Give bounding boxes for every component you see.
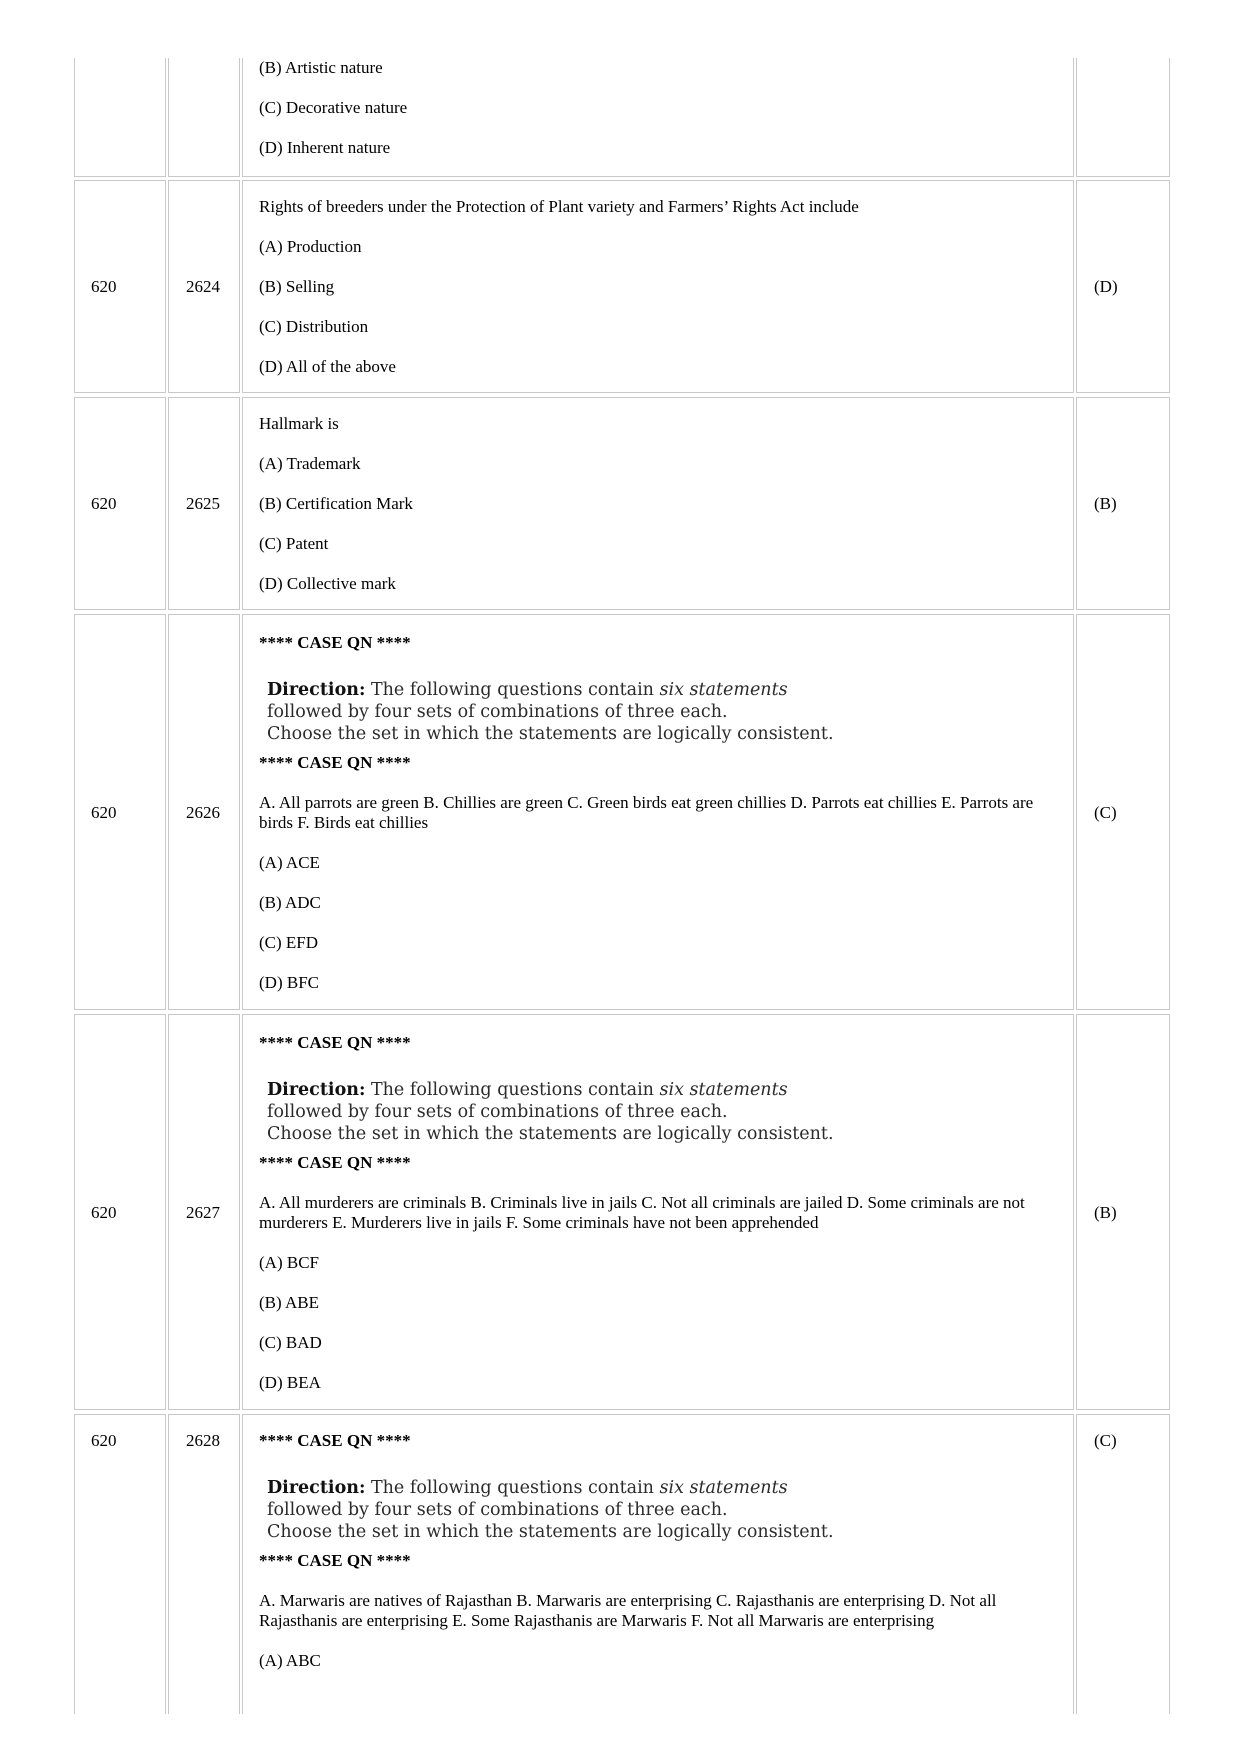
- case-footer: **** CASE QN ****: [259, 1153, 411, 1172]
- qno-cell: [74, 58, 166, 177]
- option-a: (A) Trademark: [259, 454, 361, 473]
- option-a: (A) Production: [259, 237, 362, 256]
- case-footer: **** CASE QN ****: [259, 1551, 411, 1570]
- direction-line-1-text: The following questions contain: [365, 1478, 660, 1498]
- case-header: **** CASE QN ****: [259, 1033, 411, 1052]
- direction-line-2: followed by four sets of combinations of three each.: [267, 1102, 728, 1122]
- question-text: Rights of breeders under the Protection of Plant variety and Farmers’ Rights Act include: [259, 197, 859, 216]
- option-d: (D) BEA: [259, 1373, 321, 1392]
- direction-line-2: followed by four sets of combinations of three each.: [267, 702, 728, 722]
- statement-text: A. All parrots are green B. Chillies are green C. Green birds eat green chillies D. Parrots eat chillies E. Parrots are birds F. Birds eat chillies: [259, 793, 1034, 832]
- answer-cell: [1076, 397, 1170, 610]
- case-footer: **** CASE QN ****: [259, 753, 411, 772]
- option-b: (B) ABE: [259, 1293, 319, 1312]
- option-c: (C) Patent: [259, 534, 329, 553]
- option-b: (B) Certification Mark: [259, 494, 413, 513]
- answer-text: (B): [1094, 494, 1117, 513]
- qid-cell: [168, 1014, 240, 1410]
- direction-line-1: [267, 679, 788, 702]
- direction-emphasis: six statements: [659, 1478, 788, 1498]
- option-b: (B) Selling: [259, 277, 335, 296]
- direction-label: Direction:: [267, 680, 366, 700]
- statement-text: A. Marwaris are natives of Rajasthan B. Marwaris are enterprising C. Rajasthanis are enterprising D. Not all Rajasthanis are enterprising E. Some Rajasthanis are Marwaris F. Not all Marwaris are enterprising: [259, 1591, 997, 1630]
- question-number: 620: [91, 494, 117, 513]
- case-header: **** CASE QN ****: [259, 1431, 411, 1450]
- question-id: 2627: [186, 1203, 220, 1222]
- direction-line-1-text: The following questions contain: [365, 680, 660, 700]
- option-a: (A) BCF: [259, 1253, 319, 1272]
- answer-text: (D): [1094, 277, 1118, 296]
- direction-line-3: Choose the set in which the statements are logically consistent.: [267, 1522, 834, 1542]
- direction-line-3: Choose the set in which the statements are logically consistent.: [267, 1124, 834, 1144]
- question-id: 2626: [186, 803, 220, 822]
- direction-label: Direction:: [267, 1080, 366, 1100]
- direction-line-2: followed by four sets of combinations of three each.: [267, 1500, 728, 1520]
- qno-cell: [74, 1414, 166, 1714]
- option-c: (C) EFD: [259, 933, 319, 952]
- direction-line-3: Choose the set in which the statements are logically consistent.: [267, 724, 834, 744]
- answer-cell: [1076, 614, 1170, 1010]
- question-number: 620: [91, 803, 117, 822]
- answer-cell: [1076, 1014, 1170, 1410]
- question-id: 2628: [186, 1431, 220, 1450]
- qno-cell: [74, 1014, 166, 1410]
- question-number: 620: [91, 277, 117, 296]
- option-d: (D) Inherent nature: [259, 138, 391, 157]
- qid-cell: [168, 58, 240, 177]
- statement-text: A. All murderers are criminals B. Criminals live in jails C. Not all criminals are jailed D. Some criminals are not murderers E. Murderers live in jails F. Some criminals have not been apprehended: [259, 1193, 1025, 1232]
- case-header: **** CASE QN ****: [259, 633, 411, 652]
- answer-cell: [1076, 180, 1170, 393]
- qid-cell: [168, 180, 240, 393]
- question-cell: [242, 1014, 1074, 1410]
- direction-emphasis: six statements: [659, 680, 788, 700]
- direction-emphasis: six statements: [659, 1080, 788, 1100]
- question-id: 2624: [186, 277, 220, 296]
- question-number: 620: [91, 1203, 117, 1222]
- answer-cell: [1076, 1414, 1170, 1714]
- answer-cell: [1076, 58, 1170, 177]
- direction-label: Direction:: [267, 1478, 366, 1498]
- question-text: Hallmark is: [259, 414, 339, 433]
- direction-line-1: [267, 1079, 788, 1102]
- direction-line-1-text: The following questions contain: [365, 1080, 660, 1100]
- option-a: (A) ABC: [259, 1651, 321, 1670]
- question-cell: [242, 58, 1074, 177]
- question-number: 620: [91, 1431, 117, 1450]
- option-b: (B) Artistic nature: [259, 58, 383, 77]
- option-c: (C) Distribution: [259, 317, 369, 336]
- question-cell: [242, 397, 1074, 610]
- question-cell: [242, 1414, 1074, 1714]
- qid-cell: [168, 397, 240, 610]
- qid-cell: [168, 614, 240, 1010]
- option-c: (C) BAD: [259, 1333, 322, 1352]
- question-cell: [242, 614, 1074, 1010]
- option-b: (B) ADC: [259, 893, 321, 912]
- option-d: (D) Collective mark: [259, 574, 396, 593]
- answer-text: (C): [1094, 1431, 1117, 1450]
- answer-text: (C): [1094, 803, 1117, 822]
- answer-text: (B): [1094, 1203, 1117, 1222]
- option-d: (D) All of the above: [259, 357, 396, 376]
- question-cell: [242, 180, 1074, 393]
- option-d: (D) BFC: [259, 973, 319, 992]
- qid-cell: [168, 1414, 240, 1714]
- question-id: 2625: [186, 494, 220, 513]
- qno-cell: [74, 397, 166, 610]
- option-a: (A) ACE: [259, 853, 320, 872]
- qno-cell: [74, 614, 166, 1010]
- direction-line-1: [267, 1477, 788, 1500]
- option-c: (C) Decorative nature: [259, 98, 408, 117]
- qno-cell: [74, 180, 166, 393]
